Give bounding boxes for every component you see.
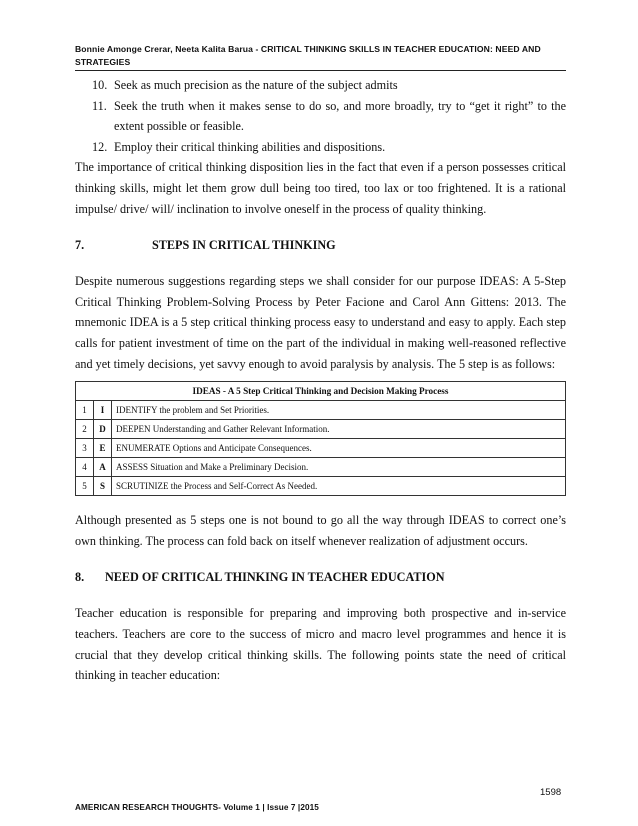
row-description: SCRUTINIZE the Process and Self-Correct As Needed. [112, 477, 566, 496]
table-row [76, 401, 566, 420]
journal-footer: AMERICAN RESEARCH THOUGHTS- Volume 1 | Issue 7 |2015 [75, 803, 319, 812]
section-title: STEPS IN CRITICAL THINKING [152, 238, 336, 253]
paragraph-disposition: The importance of critical thinking disposition lies in the fact that even if a person possesses critical thinking skills, might let them grow dull being too tired, too lax or too frightened. It is a rational impulse/ drive/ will/ inclination to involve oneself in the process of quality thinking. [75, 160, 566, 216]
list-item [75, 75, 566, 96]
page-number: 1598 [540, 787, 562, 798]
section-number: 7. [75, 238, 85, 253]
paragraph-teacher-education: Teacher education is responsible for preparing and improving both prospective and in-service teachers. Teachers are core to the success of micro and macro level programmes and hence it is crucial that they develop critical thinking skills. The following points state the need of critical thinking in teacher education: [75, 606, 566, 683]
list-text: Seek as much precision as the nature of the subject admits [114, 78, 398, 92]
section-heading-8 [75, 567, 566, 588]
list-text: Seek the truth when it makes sense to do so, and more broadly, try to “get it right” to the extent possible or feasible. [114, 98, 566, 134]
row-letter: S [94, 477, 112, 496]
list-text: Employ their critical thinking abilities and dispositions. [114, 139, 386, 154]
paragraph-steps: Despite numerous suggestions regarding steps we shall consider for our purpose IDEAS: A 5-Step Critical Thinking Problem-Solving Process by Peter Facione and Carol Ann Gittens: 2013. The mnemonic IDEA is a 5 step critical thinking process easy to understand and easy to apply. Each step calls for patient investment of time on the part of the individual in making well-reasoned reflective and yet timely decisions, yet savvy enough to avoid paralysis by analysis. The 5 step is as follows: [75, 274, 566, 371]
row-number: 4 [76, 458, 94, 477]
section-number: 8. [75, 570, 85, 585]
header-divider [75, 70, 566, 71]
table-caption: IDEAS - A 5 Step Critical Thinking and Decision Making Process [76, 382, 566, 401]
row-description: ENUMERATE Options and Anticipate Consequences. [112, 439, 566, 458]
body-text [75, 75, 566, 686]
list-item [75, 96, 566, 137]
list-number: 12. [92, 139, 108, 154]
table-row [76, 439, 566, 458]
row-letter: A [94, 458, 112, 477]
list-item [75, 137, 566, 158]
row-description: DEEPEN Understanding and Gather Relevant Information. [112, 420, 566, 439]
row-number: 3 [76, 439, 94, 458]
row-letter: I [94, 401, 112, 420]
row-number: 1 [76, 401, 94, 420]
table-row [76, 477, 566, 496]
table-row [76, 420, 566, 439]
row-description: ASSESS Situation and Make a Preliminary Decision. [112, 458, 566, 477]
list-number: 10. [92, 78, 108, 92]
section-heading-7 [75, 235, 566, 256]
row-description: IDENTIFY the problem and Set Priorities. [112, 401, 566, 420]
row-letter: E [94, 439, 112, 458]
running-head: Bonnie Amonge Crerar, Neeta Kalita Barua - CRITICAL THINKING SKILLS IN TEACHER EDUCATION: NEED AND STRATEGIES [75, 44, 541, 67]
list-number: 11. [92, 98, 107, 113]
row-letter: D [94, 420, 112, 439]
section-title: NEED OF CRITICAL THINKING IN TEACHER EDUCATION [105, 570, 445, 585]
ideas-table [75, 381, 566, 496]
row-number: 5 [76, 477, 94, 496]
table-row [76, 458, 566, 477]
row-number: 2 [76, 420, 94, 439]
paragraph-after-table: Although presented as 5 steps one is not bound to go all the way through IDEAS to correct one’s own thinking. The process can fold back on itself whenever realization of adjustment occurs. [75, 513, 566, 548]
